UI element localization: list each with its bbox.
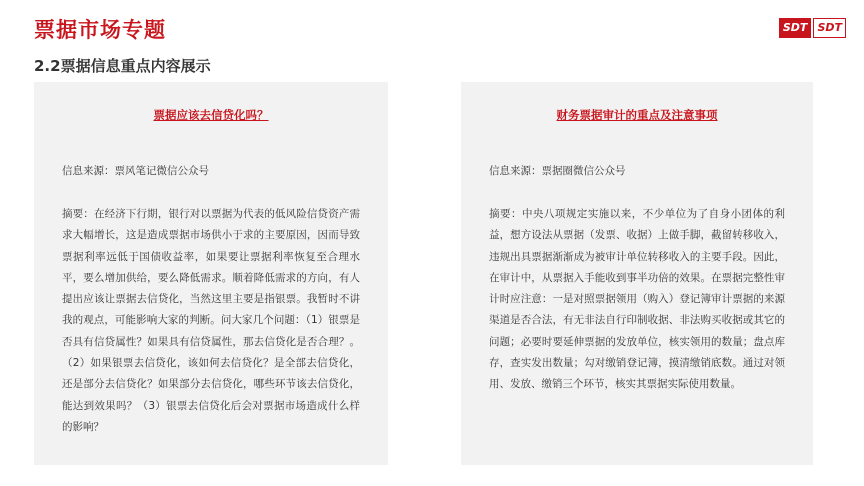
article-card-left <box>34 82 388 465</box>
article-source: 信息来源：票风笔记微信公众号 <box>62 165 209 177</box>
logo-mark-secondary: SDT <box>813 18 846 38</box>
article-title-link[interactable]: 票据应该去信贷化吗？ <box>153 108 269 122</box>
article-card-right <box>461 82 813 465</box>
article-title-link[interactable]: 财务票据审计的重点及注意事项 <box>556 108 718 122</box>
article-source: 信息来源：票据圈微信公众号 <box>489 165 626 177</box>
page-title: 票据市场专题 <box>34 18 166 42</box>
article-summary: 摘要：中央八项规定实施以来，不少单位为了自身小团体的利益，想方设法从票据（发票、收据）上做手脚，截留转移收入，违规出具票据渐渐成为被审计单位转移收入的主要手段。因此，在审计中，从票据入手能收到事半功倍的效果。在票据完整性审计时应注意：一是对照票据领用（购入）登记簿审计票据的来源渠道是否合法，有无非法自行印制收据、非法购买收据或其它的问题；必要时要延伸票据的发放单位，核实领用的数量；盘点库存，查实发出数量；勾对缴销登记簿，摸清缴销底数。通过对领用、发放、缴销三个环节，核实其票据实际使用数量。 <box>489 208 785 391</box>
logo-mark-primary: SDT <box>779 18 812 38</box>
company-logo <box>779 18 846 38</box>
article-summary: 摘要：在经济下行期，银行对以票据为代表的低风险信贷资产需求大幅增长，这是造成票据市场供小于求的主要原因，因而导致票据利率远低于国债收益率，如果要让票据利率恢复至合理水平，要么增加供给，要么降低需求。顺着降低需求的方向，有人提出应该让票据去信贷化，当然这里主要是指银票。我暂时不讲我的观点，可能影响大家的判断。问大家几个问题：（1）银票是否具有信贷属性？如果具有信贷属性，那去信贷化是否合理？。（2）如果银票去信贷化，该如何去信贷化？是全部去信贷化，还是部分去信贷化？如果部分去信贷化，哪些环节该去信贷化，能达到效果吗？（3）银票去信贷化后会对票据市场造成什么样的影响？ <box>62 208 360 433</box>
section-subtitle: 2.2票据信息重点内容展示 <box>34 57 211 75</box>
